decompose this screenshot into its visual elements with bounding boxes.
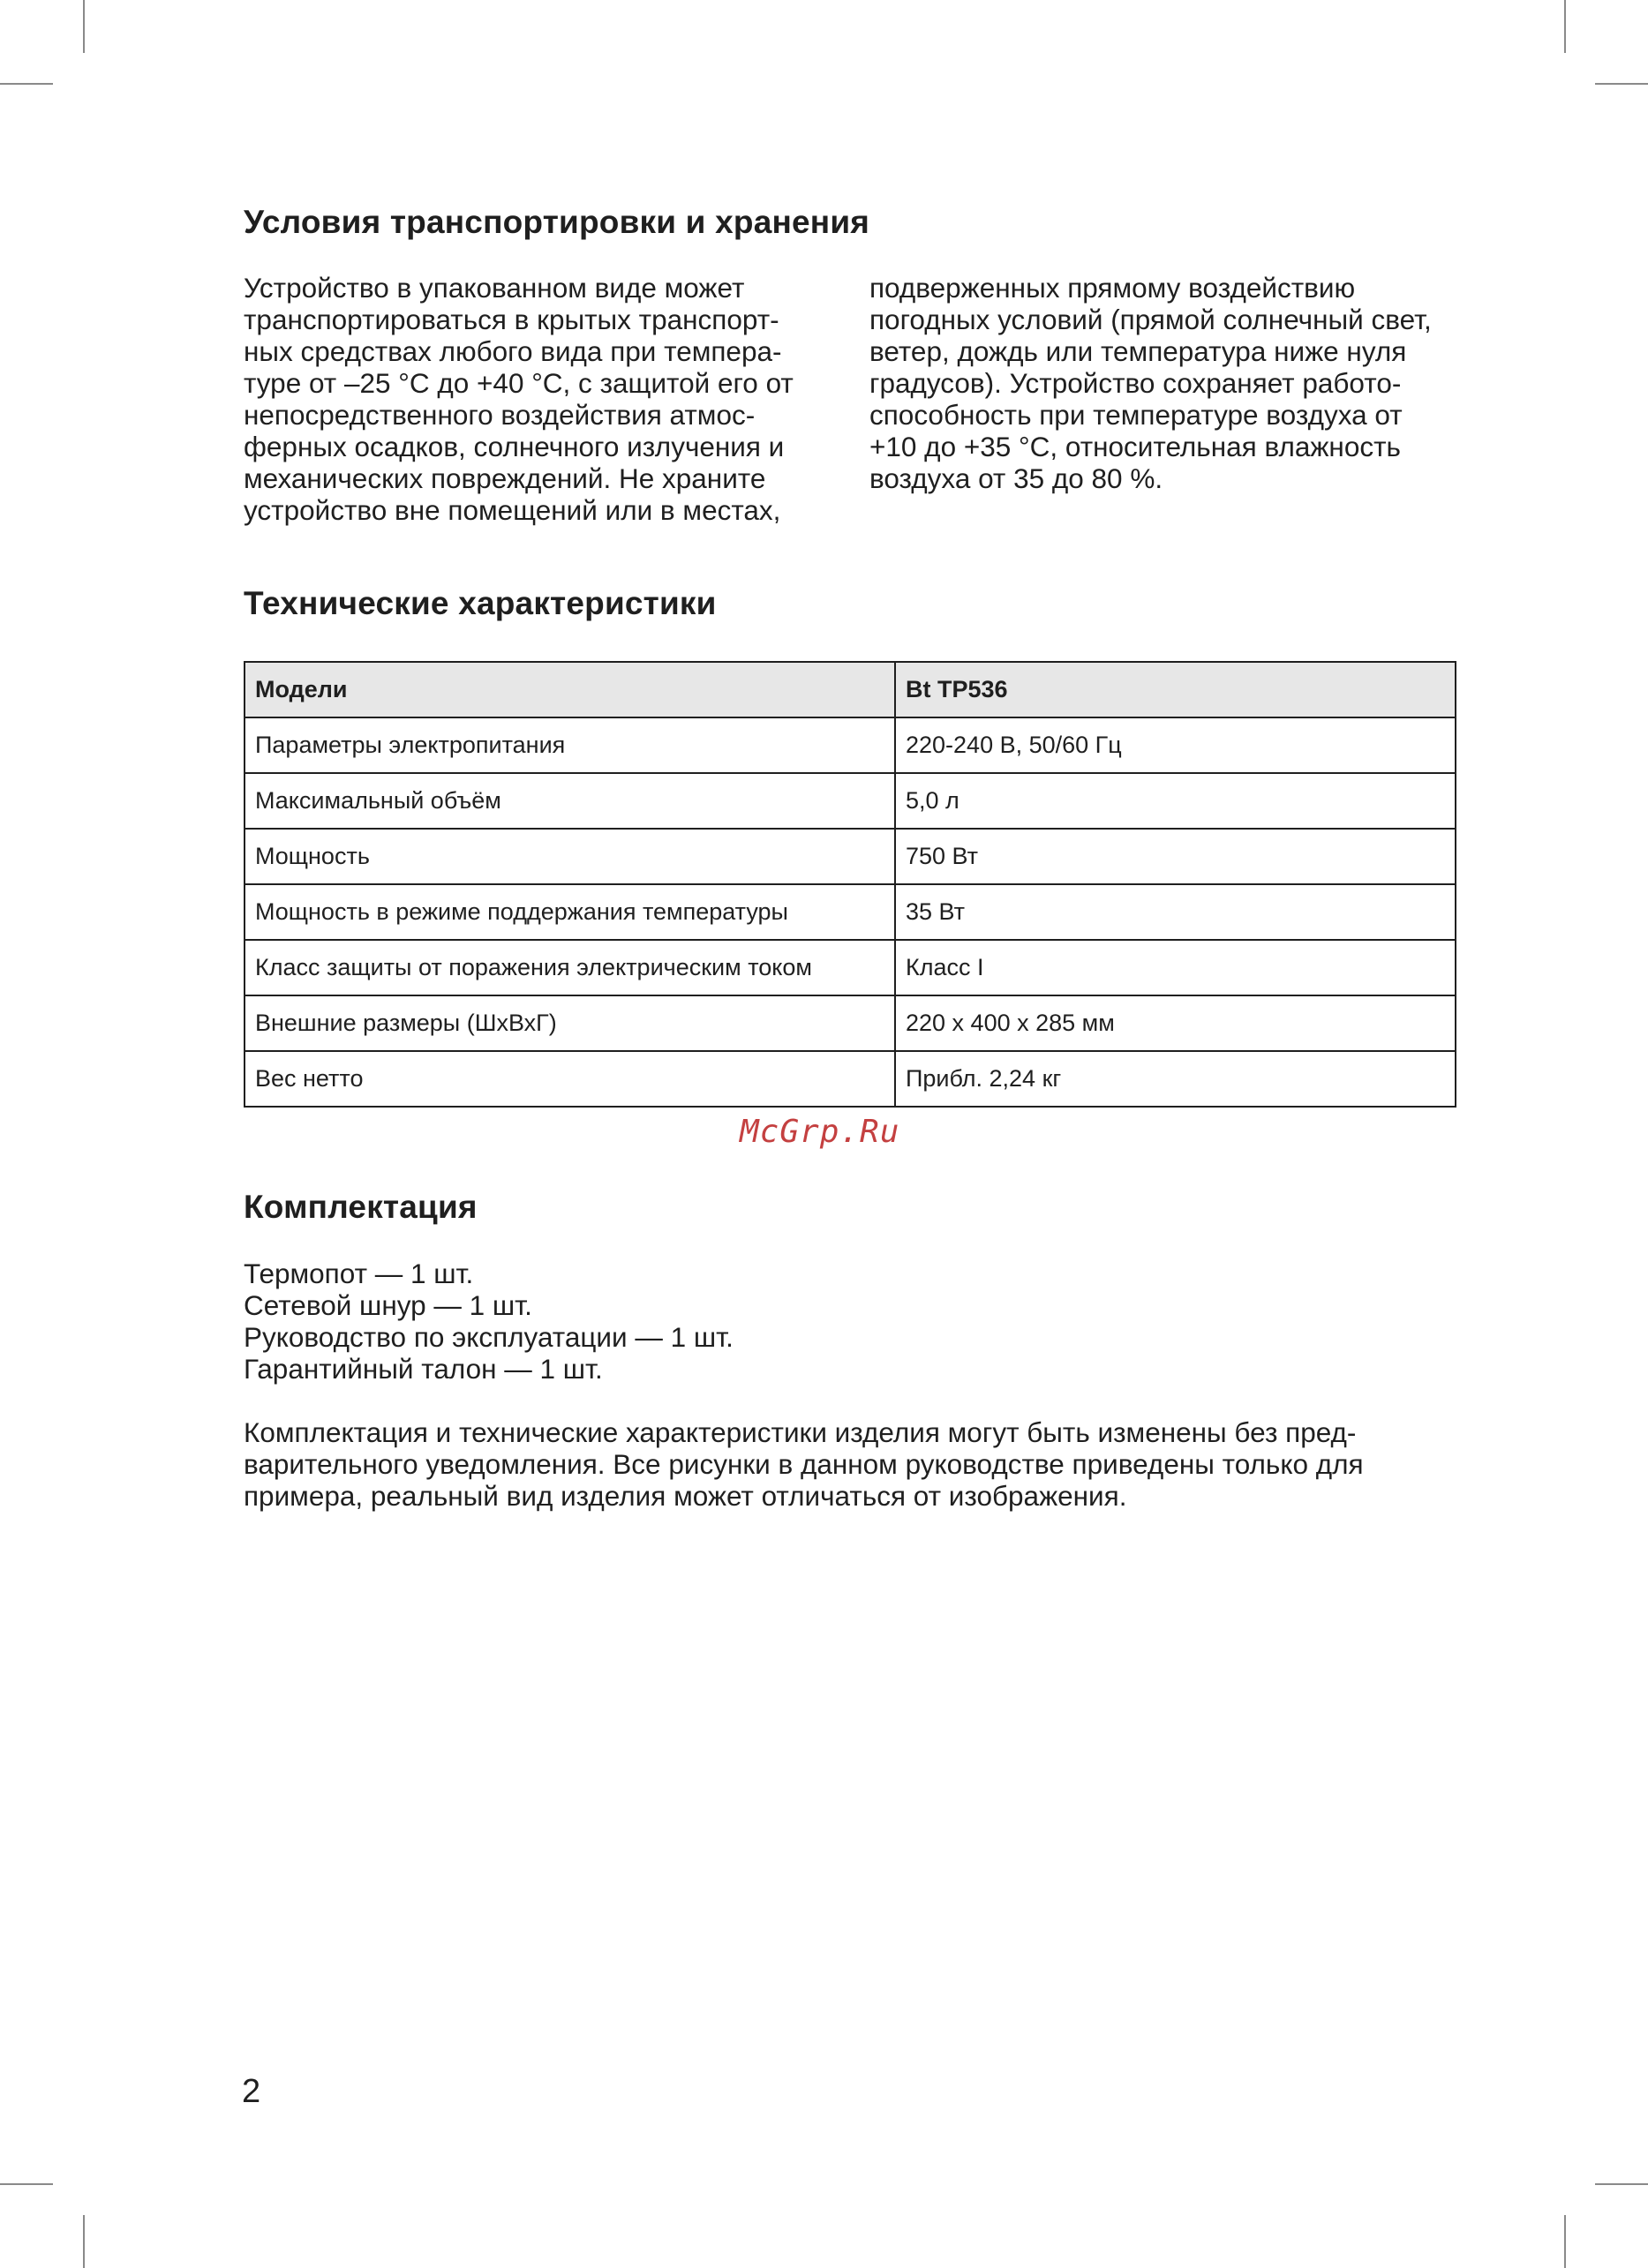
table-cell: 5,0 л xyxy=(895,773,1456,829)
crop-mark-bottom-left-vertical xyxy=(83,2215,85,2268)
crop-mark-top-right-horizontal xyxy=(1595,83,1648,85)
table-row xyxy=(245,717,1456,773)
crop-mark-top-left-vertical xyxy=(83,0,85,53)
text-line: ветер, дождь или температура ниже нуля xyxy=(869,335,1407,367)
specs-table xyxy=(244,661,1456,1108)
text-line: погодных условий (прямой солнечный свет, xyxy=(869,304,1432,335)
transport-text-left-column xyxy=(244,272,794,526)
text-line: +10 до +35 °C, относительная влажность xyxy=(869,431,1401,462)
table-cell: Мощность xyxy=(245,829,895,884)
table-cell: 750 Вт xyxy=(895,829,1456,884)
text-line: транспортироваться в крытых транспорт- xyxy=(244,304,779,335)
list-item: Руководство по эксплуатации — 1 шт. xyxy=(244,1321,734,1353)
table-cell: Мощность в режиме поддержания температуры xyxy=(245,884,895,940)
table-header-cell: Bt TP536 xyxy=(895,662,1456,717)
table-cell: Вес нетто xyxy=(245,1051,895,1107)
table-cell: Класс защиты от поражения электрическим током xyxy=(245,940,895,995)
text-line: ных средствах любого вида при темпера- xyxy=(244,335,782,367)
crop-mark-top-left-horizontal xyxy=(0,83,53,85)
text-line: способность при температуре воздуха от xyxy=(869,399,1403,431)
crop-mark-bottom-right-vertical xyxy=(1564,2215,1566,2268)
specs-section-title: Технические характеристики xyxy=(244,585,717,621)
text-line: механических повреждений. Не храните xyxy=(244,462,766,494)
watermark: McGrp.Ru xyxy=(740,1114,900,1150)
text-line: устройство вне помещений или в местах, xyxy=(244,494,781,526)
contents-list xyxy=(244,1258,734,1385)
text-line: туре от –25 °C до +40 °C, с защитой его от xyxy=(244,367,794,399)
text-line: воздуха от 35 до 80 %. xyxy=(869,462,1163,494)
text-line: непосредственного воздействия атмос- xyxy=(244,399,756,431)
table-cell: Внешние размеры (ШхВхГ) xyxy=(245,995,895,1051)
table-cell: 35 Вт xyxy=(895,884,1456,940)
crop-mark-top-right-vertical xyxy=(1564,0,1566,53)
table-cell: Класс I xyxy=(895,940,1456,995)
text-line: варительного уведомления. Все рисунки в данном руководстве приведены только для xyxy=(244,1448,1364,1480)
transport-section-title: Условия транспортировки и хранения xyxy=(244,204,870,240)
table-row xyxy=(245,1051,1456,1107)
transport-text-right-column xyxy=(869,272,1432,494)
table-header-cell: Модели xyxy=(245,662,895,717)
text-line: подверженных прямому воздействию xyxy=(869,272,1356,304)
text-line: примера, реальный вид изделия может отличаться от изображения. xyxy=(244,1480,1127,1512)
page-number: 2 xyxy=(242,2073,261,2110)
table-cell: 220 х 400 х 285 мм xyxy=(895,995,1456,1051)
crop-mark-bottom-right-horizontal xyxy=(1595,2183,1648,2185)
table-cell: Прибл. 2,24 кг xyxy=(895,1051,1456,1107)
table-header-row xyxy=(245,662,1456,717)
table-row xyxy=(245,995,1456,1051)
table-row xyxy=(245,884,1456,940)
crop-mark-bottom-left-horizontal xyxy=(0,2183,53,2185)
contents-note xyxy=(244,1416,1364,1512)
table-row xyxy=(245,940,1456,995)
text-line: ферных осадков, солнечного излучения и xyxy=(244,431,785,462)
table-cell: Параметры электропитания xyxy=(245,717,895,773)
text-line: градусов). Устройство сохраняет работо- xyxy=(869,367,1402,399)
table-cell: 220-240 В, 50/60 Гц xyxy=(895,717,1456,773)
list-item: Гарантийный талон — 1 шт. xyxy=(244,1353,603,1385)
text-line: Устройство в упакованном виде может xyxy=(244,272,745,304)
list-item: Сетевой шнур — 1 шт. xyxy=(244,1289,532,1321)
table-row xyxy=(245,829,1456,884)
table-row xyxy=(245,773,1456,829)
text-line: Комплектация и технические характеристики изделия могут быть изменены без пред- xyxy=(244,1416,1357,1448)
list-item: Термопот — 1 шт. xyxy=(244,1258,474,1289)
contents-section-title: Комплектация xyxy=(244,1189,478,1225)
table-cell: Максимальный объём xyxy=(245,773,895,829)
